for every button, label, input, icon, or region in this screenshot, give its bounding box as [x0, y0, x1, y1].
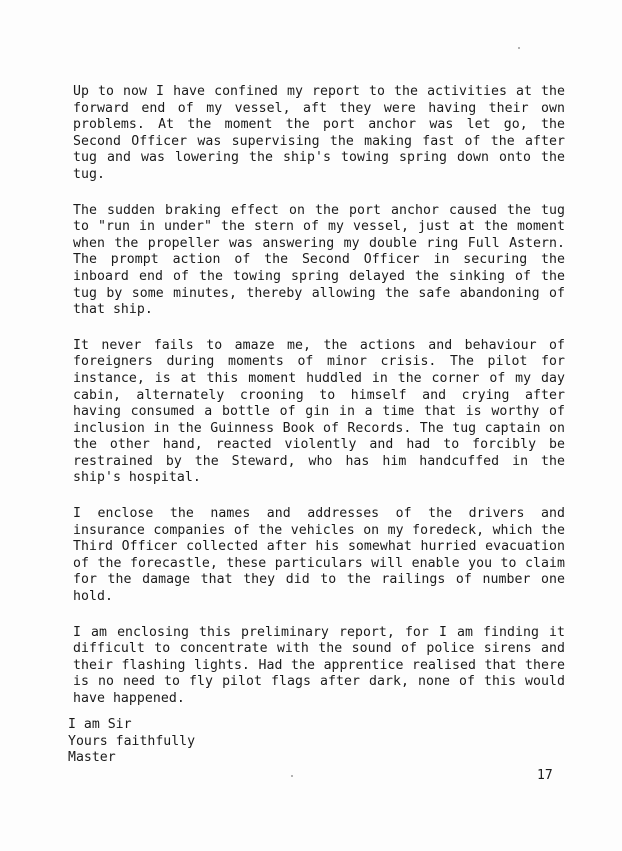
scan-speck [518, 47, 520, 49]
valediction: Yours faithfully [68, 733, 196, 749]
salutation: I am Sir [68, 717, 132, 732]
letter-body [73, 84, 565, 727]
page-number: 17 [537, 768, 553, 783]
letter-closing [68, 717, 195, 767]
signature: Master [68, 750, 116, 766]
paragraph-1: Up to now I have confined my report to the activities at the forward end of my vessel, aft they were having their own problems. At the moment the port anchor was let go, the Second Officer was supervising the making fast of the after tug and was lowering the ship's towing spring down onto the tug. [73, 84, 565, 182]
paragraph-2: The sudden braking effect on the port anchor caused the tug to "run in under" the stern of my vessel, just at the moment when the propeller was answering my double ring Full Astern. The prompt action of the Second Officer in securing the inboard end of the towing spring delayed the sinking of the tug by some minutes, thereby allowing the safe abandoning of that ship. [73, 202, 565, 318]
paragraph-4: I enclose the names and addresses of the drivers and insurance companies of the vehicles on my foredeck, which the Third Officer collected after his somewhat hurried evacuation of the forecastle, these particulars will enable you to claim for the damage that they did to the railings of number one hold. [73, 506, 565, 605]
paragraph-3: It never fails to amaze me, the actions and behaviour of foreigners during moments of minor crisis. The pilot for instance, is at this moment huddled in the corner of my day cabin, alternately crooning to himself and crying after having consumed a bottle of gin in a time that is worthy of inclusion in the Guinness Book of Records. The tug captain on the other hand, reacted violently and had to forcibly be restrained by the Steward, who has him handcuffed in the ship's hospital. [73, 337, 565, 486]
scan-speck [291, 775, 293, 777]
paragraph-5: I am enclosing this preliminary report, for I am finding it difficult to concentrate with the sound of police sirens and their flashing lights. Had the apprentice realised that there is no need to fly pilot flags after dark, none of this would have happened. [73, 624, 565, 706]
